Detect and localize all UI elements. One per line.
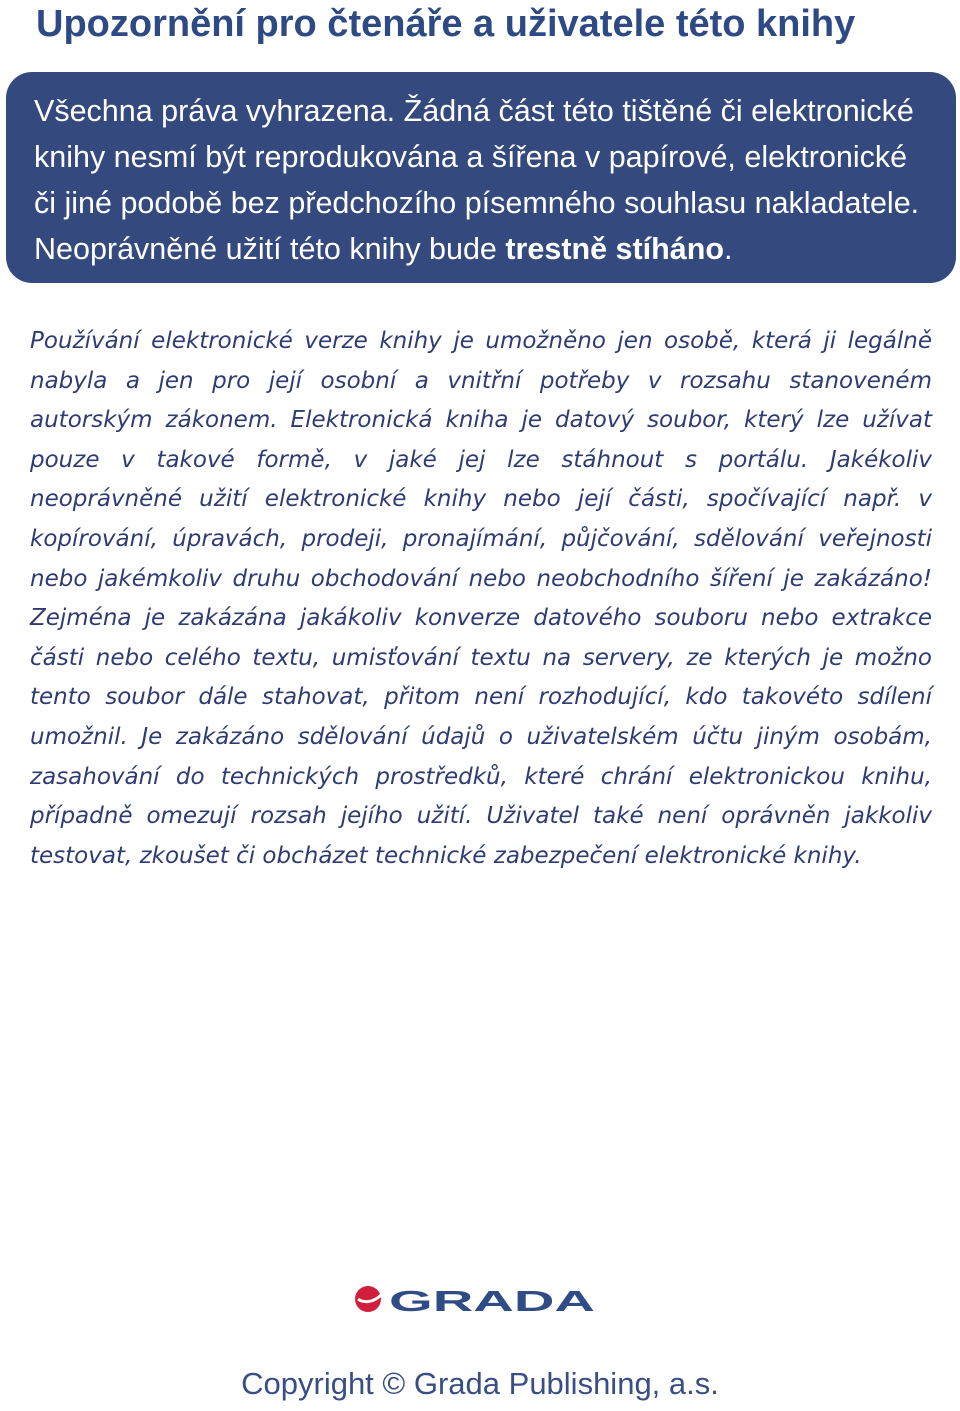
rights-reserved-text — [34, 88, 936, 272]
copyright-notice: Copyright © Grada Publishing, a.s. — [241, 1366, 719, 1401]
ebook-usage-notice: Používání elektronické verze knihy je umožněno jen osobě, která ji legálně nabyla a jen pro její osobní a vnitřní potřeby v rozsahu stanoveném autorským zákonem. Elektronická kniha je datový soubor, který lze užívat pouze v takové formě, v jaké jej lze stáhnout s portálu. Jakékoliv neoprávněné užití elektronické knihy nebo její části, spočívající např. v kopírování, úpravách, prodeji, pronajímání, půjčování, sdělování veřejnosti nebo jakémkoliv druhu obchodování nebo neobchodního šíření je zakázáno! Zejména je zakázána jakákoliv konverze datového souboru nebo extrakce části nebo celého textu, umisťování textu na servery, ze kterých je možno tento soubor dále stahovat, přitom není rozhodující, kdo takovéto sdílení umožnil. Je zakázáno sdělování údajů o uživatelském účtu jiným osobám, zasahování do technických prostředků, které chrání elektronickou knihu, případně omezují rozsah jejího užití. Uživatel také není oprávněn jakkoliv testovat, zkoušet či obcházet technické zabezpečení elektronické knihy. — [30, 328, 932, 869]
rights-reserved-emphasis: trestně stíháno — [505, 232, 724, 266]
page-title: Upozornění pro čtenáře a uživatele této knihy — [36, 3, 856, 45]
rights-reserved-end: . — [724, 232, 733, 266]
grada-logo-icon — [354, 1284, 606, 1316]
rights-reserved-box — [6, 72, 956, 283]
publisher-wordmark: GRADA — [389, 1286, 596, 1316]
publisher-logo — [354, 1284, 606, 1316]
rights-reserved-body: Všechna práva vyhrazena. Žádná část této tištěné či elektronické knihy nesmí být reprodukována a šířena v papírové, elektronické či jiné podobě bez předchozího písemného souhlasu nakladatele. Neoprávněné užití této knihy bude — [34, 94, 920, 266]
